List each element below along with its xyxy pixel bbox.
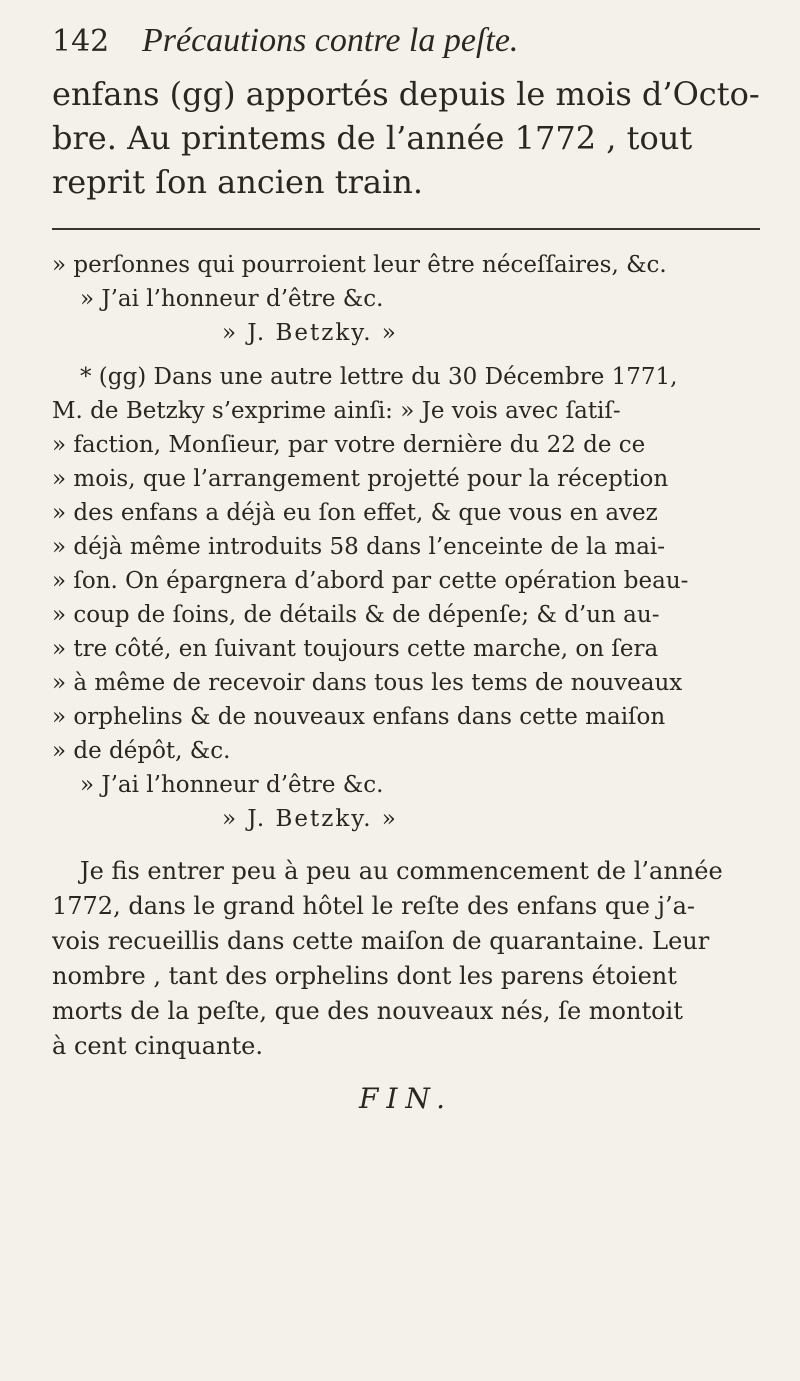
footnote-continuation [52, 248, 760, 350]
fin-marker: FIN. [358, 1082, 454, 1115]
footnote-line: » de dépôt, &c. [52, 738, 231, 764]
footnote-line: » J’ai l’honneur d’être &c. [80, 772, 384, 798]
page-header [52, 22, 760, 68]
text-line: enfans (gg) apportés depuis le mois d’Octo- [52, 75, 760, 113]
text-line: Je fis entrer peu à peu au commencement de l’année [80, 857, 723, 885]
main-text-bottom [52, 854, 760, 1064]
main-text-top [52, 72, 760, 204]
signature: » J. Betzky. » [222, 320, 398, 346]
text-line: vois recueillis dans cette maiſon de quarantaine. Leur [52, 927, 710, 955]
footnote-line: » mois, que l’arrangement projetté pour la réception [52, 466, 669, 492]
footnote-line: » coup de ſoins, de détails & de dépenſe; & d’un au- [52, 602, 660, 628]
footnote-line: » des enfans a déjà eu ſon effet, & que vous en avez [52, 500, 658, 526]
footnote-line: M. de Betzky s’exprime ainſi: » Je vois avec ſatiſ- [52, 398, 621, 424]
page-number: 142 [52, 24, 110, 59]
footnote-line: » faction, Monſieur, par votre dernière du 22 de ce [52, 432, 646, 458]
footnote-line: » à même de recevoir dans tous les tems de nouveaux [52, 670, 683, 696]
text-line: 1772, dans le grand hôtel le reſte des enfans que j’a- [52, 892, 696, 920]
footnote-line: » ſon. On épargnera d’abord par cette opération beau- [52, 568, 689, 594]
footnote-line: » perſonnes qui pourroient leur être néceſſaires, &c. [52, 252, 667, 278]
footnote-gg [52, 360, 760, 836]
text-line: à cent cinquante. [52, 1032, 263, 1060]
signature: » J. Betzky. » [222, 806, 398, 832]
footnote-line: » tre côté, en ſuivant toujours cette marche, on ſera [52, 636, 659, 662]
footnote-line: » orphelins & de nouveaux enfans dans cette maiſon [52, 704, 666, 730]
text-line: morts de la peſte, que des nouveaux nés, ſe montoit [52, 997, 683, 1025]
footnote-line: » J’ai l’honneur d’être &c. [80, 286, 384, 312]
footnote-line: * (gg) Dans une autre lettre du 30 Décembre 1771, [80, 364, 678, 390]
footnote-line: » déjà même introduits 58 dans l’enceinte de la mai- [52, 534, 666, 560]
text-line: reprit ſon ancien train. [52, 163, 423, 201]
text-line: bre. Au printems de l’année 1772 , tout [52, 119, 693, 157]
text-line: nombre , tant des orphelins dont les parens étoient [52, 962, 677, 990]
running-title: Précautions contre la peſte. [142, 22, 519, 59]
footnote-separator [52, 228, 760, 230]
